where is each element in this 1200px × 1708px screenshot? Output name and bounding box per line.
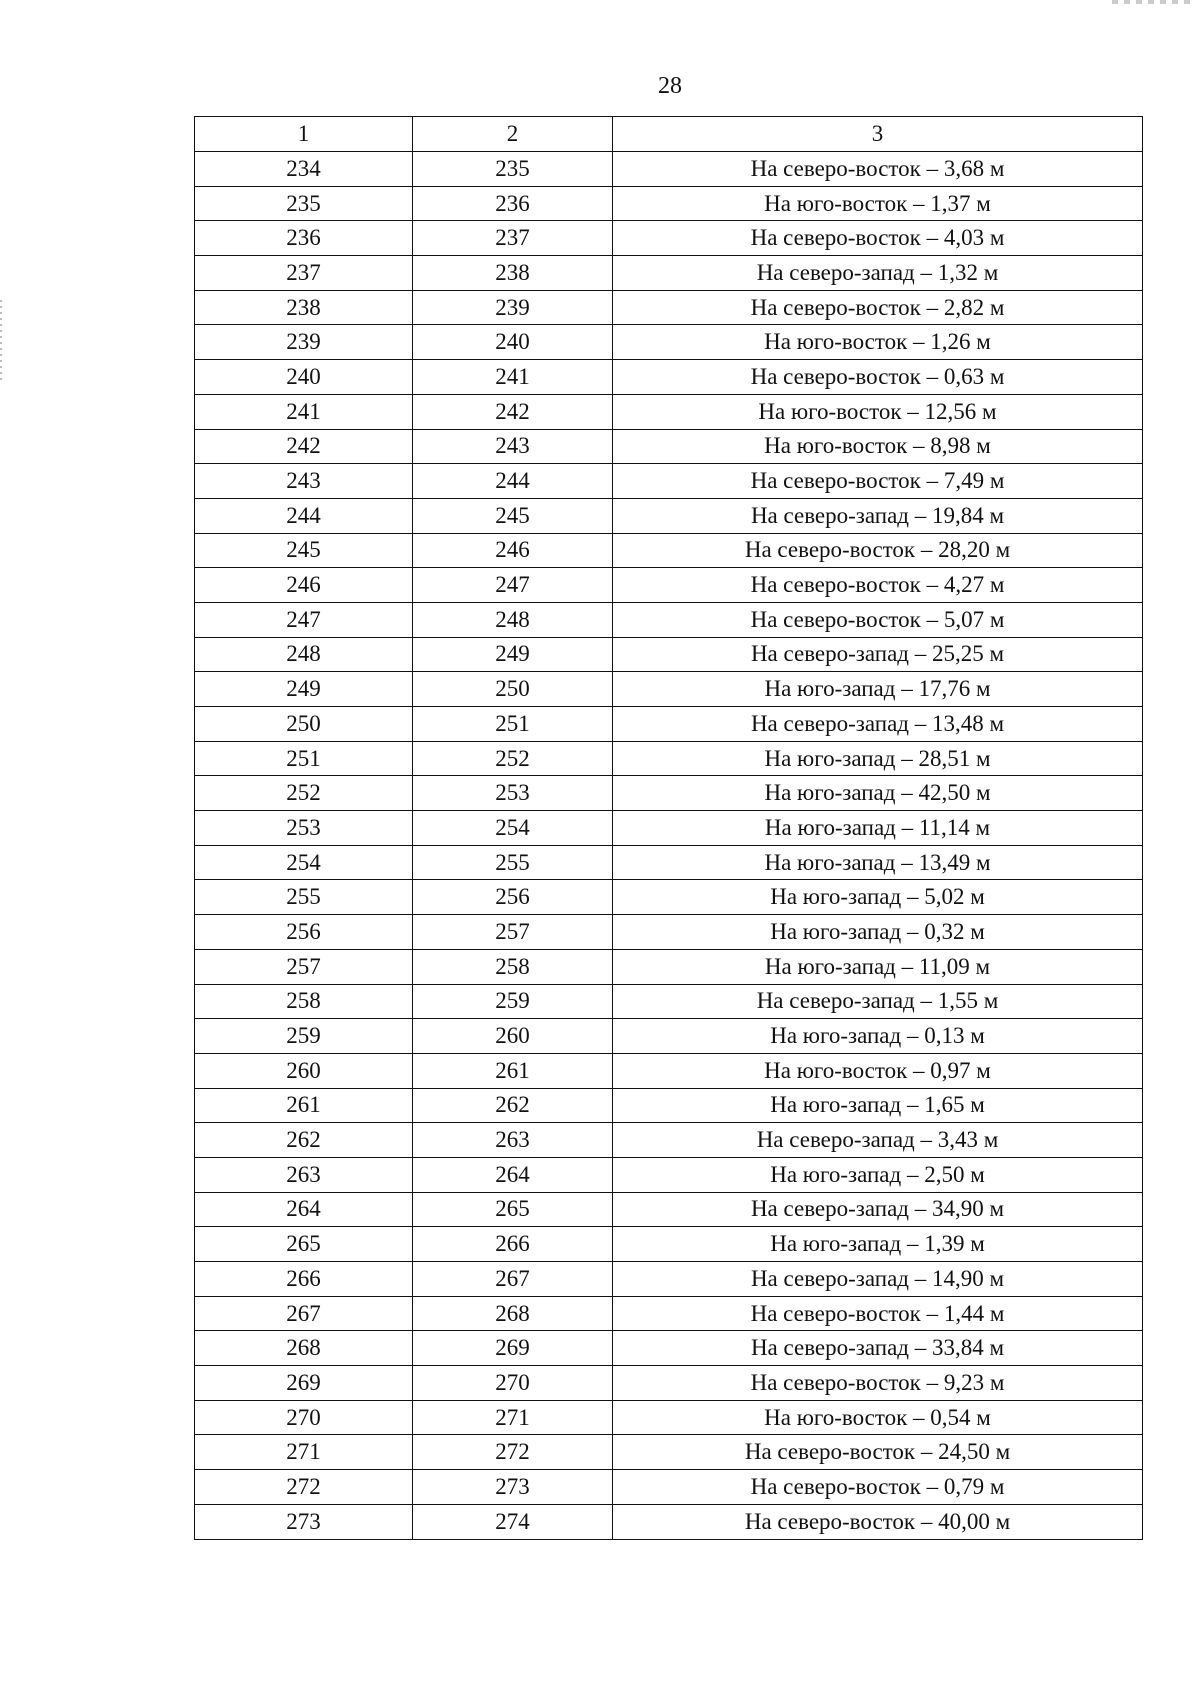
- table-row: [195, 221, 1143, 256]
- cell-to-point: 243: [413, 429, 613, 464]
- table-row: [195, 707, 1143, 742]
- cell-to-point: 259: [413, 984, 613, 1019]
- cell-direction-distance: На юго-запад – 11,14 м: [613, 811, 1143, 846]
- table-header: [195, 117, 1143, 152]
- cell-from-point: 236: [195, 221, 413, 256]
- cell-from-point: 234: [195, 152, 413, 187]
- cell-from-point: 260: [195, 1053, 413, 1088]
- table-row: [195, 984, 1143, 1019]
- cell-from-point: 237: [195, 256, 413, 291]
- cell-from-point: 263: [195, 1157, 413, 1192]
- cell-direction-distance: На северо-запад – 1,55 м: [613, 984, 1143, 1019]
- cell-from-point: 268: [195, 1331, 413, 1366]
- cell-direction-distance: На юго-запад – 0,32 м: [613, 915, 1143, 950]
- cell-to-point: 236: [413, 186, 613, 221]
- table-row: [195, 1053, 1143, 1088]
- cell-from-point: 270: [195, 1400, 413, 1435]
- cell-from-point: 266: [195, 1262, 413, 1297]
- cell-from-point: 238: [195, 290, 413, 325]
- table-row: [195, 845, 1143, 880]
- table-row: [195, 186, 1143, 221]
- cell-from-point: 262: [195, 1123, 413, 1158]
- cell-to-point: 273: [413, 1470, 613, 1505]
- cell-from-point: 250: [195, 707, 413, 742]
- cell-from-point: 256: [195, 915, 413, 950]
- cell-to-point: 255: [413, 845, 613, 880]
- cell-direction-distance: На северо-восток – 28,20 м: [613, 533, 1143, 568]
- cell-direction-distance: На юго-запад – 13,49 м: [613, 845, 1143, 880]
- cell-direction-distance: На северо-запад – 1,32 м: [613, 256, 1143, 291]
- cell-to-point: 268: [413, 1296, 613, 1331]
- table-row: [195, 1435, 1143, 1470]
- cell-to-point: 246: [413, 533, 613, 568]
- cell-to-point: 269: [413, 1331, 613, 1366]
- cell-direction-distance: На северо-восток – 9,23 м: [613, 1366, 1143, 1401]
- cell-direction-distance: На юго-запад – 11,09 м: [613, 949, 1143, 984]
- cell-to-point: 244: [413, 464, 613, 499]
- cell-to-point: 256: [413, 880, 613, 915]
- table-row: [195, 672, 1143, 707]
- table-row: [195, 949, 1143, 984]
- table-row: [195, 498, 1143, 533]
- table-row: [195, 464, 1143, 499]
- table-row: [195, 325, 1143, 360]
- cell-to-point: 241: [413, 360, 613, 395]
- table-row: [195, 1366, 1143, 1401]
- cell-direction-distance: На юго-запад – 5,02 м: [613, 880, 1143, 915]
- cell-from-point: 259: [195, 1019, 413, 1054]
- cell-from-point: 258: [195, 984, 413, 1019]
- cell-direction-distance: На северо-запад – 13,48 м: [613, 707, 1143, 742]
- cell-direction-distance: На северо-восток – 40,00 м: [613, 1504, 1143, 1539]
- table-row: [195, 1470, 1143, 1505]
- cell-to-point: 251: [413, 707, 613, 742]
- cell-from-point: 243: [195, 464, 413, 499]
- cell-direction-distance: На юго-восток – 1,37 м: [613, 186, 1143, 221]
- cell-to-point: 261: [413, 1053, 613, 1088]
- table-row: [195, 1192, 1143, 1227]
- cell-to-point: 249: [413, 637, 613, 672]
- cell-from-point: 240: [195, 360, 413, 395]
- cell-to-point: 237: [413, 221, 613, 256]
- cell-direction-distance: На юго-запад – 28,51 м: [613, 741, 1143, 776]
- cell-direction-distance: На северо-восток – 1,44 м: [613, 1296, 1143, 1331]
- table-row: [195, 1400, 1143, 1435]
- cell-direction-distance: На юго-запад – 17,76 м: [613, 672, 1143, 707]
- cell-direction-distance: На юго-восток – 0,97 м: [613, 1053, 1143, 1088]
- cell-to-point: 270: [413, 1366, 613, 1401]
- table-row: [195, 290, 1143, 325]
- table-row: [195, 1262, 1143, 1297]
- cell-to-point: 258: [413, 949, 613, 984]
- table-row: [195, 880, 1143, 915]
- cell-to-point: 239: [413, 290, 613, 325]
- cell-direction-distance: На северо-запад – 14,90 м: [613, 1262, 1143, 1297]
- table-row: [195, 394, 1143, 429]
- cell-direction-distance: На юго-восток – 12,56 м: [613, 394, 1143, 429]
- cell-from-point: 269: [195, 1366, 413, 1401]
- cell-from-point: 246: [195, 568, 413, 603]
- cell-from-point: 241: [195, 394, 413, 429]
- table-row: [195, 1019, 1143, 1054]
- cell-from-point: 239: [195, 325, 413, 360]
- cell-from-point: 267: [195, 1296, 413, 1331]
- cell-from-point: 245: [195, 533, 413, 568]
- table-row: [195, 1123, 1143, 1158]
- cell-from-point: 273: [195, 1504, 413, 1539]
- cell-direction-distance: На юго-запад – 1,65 м: [613, 1088, 1143, 1123]
- table-row: [195, 741, 1143, 776]
- cell-to-point: 254: [413, 811, 613, 846]
- table-row: [195, 776, 1143, 811]
- cell-direction-distance: На северо-запад – 3,43 м: [613, 1123, 1143, 1158]
- cell-to-point: 248: [413, 602, 613, 637]
- cell-direction-distance: На северо-восток – 2,82 м: [613, 290, 1143, 325]
- cell-from-point: 264: [195, 1192, 413, 1227]
- cell-from-point: 261: [195, 1088, 413, 1123]
- table-row: [195, 1504, 1143, 1539]
- cell-direction-distance: На юго-запад – 2,50 м: [613, 1157, 1143, 1192]
- scan-artifact: [0, 300, 2, 380]
- cell-from-point: 272: [195, 1470, 413, 1505]
- cell-from-point: 254: [195, 845, 413, 880]
- cell-from-point: 251: [195, 741, 413, 776]
- cell-to-point: 267: [413, 1262, 613, 1297]
- table-row: [195, 1227, 1143, 1262]
- table-row: [195, 256, 1143, 291]
- table-row: [195, 1296, 1143, 1331]
- page-number: 28: [658, 73, 682, 99]
- cell-to-point: 266: [413, 1227, 613, 1262]
- table-row: [195, 1088, 1143, 1123]
- cell-to-point: 263: [413, 1123, 613, 1158]
- header-col-2: 2: [413, 117, 613, 152]
- header-row: [195, 117, 1143, 152]
- cell-direction-distance: На юго-восток – 0,54 м: [613, 1400, 1143, 1435]
- table-row: [195, 533, 1143, 568]
- cell-to-point: 235: [413, 152, 613, 187]
- cell-to-point: 271: [413, 1400, 613, 1435]
- cell-direction-distance: На юго-запад – 0,13 м: [613, 1019, 1143, 1054]
- cell-direction-distance: На северо-восток – 5,07 м: [613, 602, 1143, 637]
- cell-from-point: 255: [195, 880, 413, 915]
- boundary-table-container: [194, 116, 1142, 1540]
- cell-direction-distance: На северо-восток – 24,50 м: [613, 1435, 1143, 1470]
- cell-from-point: 253: [195, 811, 413, 846]
- cell-direction-distance: На северо-запад – 34,90 м: [613, 1192, 1143, 1227]
- cell-to-point: 264: [413, 1157, 613, 1192]
- cell-to-point: 260: [413, 1019, 613, 1054]
- cell-direction-distance: На северо-восток – 4,27 м: [613, 568, 1143, 603]
- cell-to-point: 265: [413, 1192, 613, 1227]
- cell-from-point: 247: [195, 602, 413, 637]
- header-col-1: 1: [195, 117, 413, 152]
- table-row: [195, 1331, 1143, 1366]
- cell-from-point: 242: [195, 429, 413, 464]
- cell-from-point: 252: [195, 776, 413, 811]
- cell-direction-distance: На юго-восток – 8,98 м: [613, 429, 1143, 464]
- table-row: [195, 602, 1143, 637]
- cell-from-point: 248: [195, 637, 413, 672]
- table-row: [195, 360, 1143, 395]
- cell-to-point: 252: [413, 741, 613, 776]
- cell-direction-distance: На северо-восток – 3,68 м: [613, 152, 1143, 187]
- table-row: [195, 1157, 1143, 1192]
- header-col-3: 3: [613, 117, 1143, 152]
- cell-direction-distance: На северо-запад – 25,25 м: [613, 637, 1143, 672]
- cell-to-point: 257: [413, 915, 613, 950]
- cell-direction-distance: На юго-запад – 1,39 м: [613, 1227, 1143, 1262]
- cell-from-point: 265: [195, 1227, 413, 1262]
- table-row: [195, 568, 1143, 603]
- cell-direction-distance: На юго-восток – 1,26 м: [613, 325, 1143, 360]
- cell-to-point: 247: [413, 568, 613, 603]
- table-row: [195, 429, 1143, 464]
- cell-direction-distance: На северо-запад – 33,84 м: [613, 1331, 1143, 1366]
- cell-direction-distance: На северо-восток – 7,49 м: [613, 464, 1143, 499]
- cell-to-point: 262: [413, 1088, 613, 1123]
- cell-to-point: 240: [413, 325, 613, 360]
- cell-from-point: 244: [195, 498, 413, 533]
- table-row: [195, 811, 1143, 846]
- cell-to-point: 238: [413, 256, 613, 291]
- cell-to-point: 274: [413, 1504, 613, 1539]
- cell-from-point: 271: [195, 1435, 413, 1470]
- cell-to-point: 250: [413, 672, 613, 707]
- cell-to-point: 272: [413, 1435, 613, 1470]
- boundary-points-table: [194, 116, 1143, 1540]
- cell-from-point: 249: [195, 672, 413, 707]
- cell-to-point: 245: [413, 498, 613, 533]
- cell-direction-distance: На северо-восток – 0,63 м: [613, 360, 1143, 395]
- cell-direction-distance: На северо-восток – 4,03 м: [613, 221, 1143, 256]
- table-row: [195, 637, 1143, 672]
- cell-from-point: 235: [195, 186, 413, 221]
- table-body: [195, 152, 1143, 1540]
- scan-artifact: [1112, 0, 1192, 4]
- cell-to-point: 253: [413, 776, 613, 811]
- cell-from-point: 257: [195, 949, 413, 984]
- cell-direction-distance: На северо-запад – 19,84 м: [613, 498, 1143, 533]
- cell-direction-distance: На юго-запад – 42,50 м: [613, 776, 1143, 811]
- cell-direction-distance: На северо-восток – 0,79 м: [613, 1470, 1143, 1505]
- table-row: [195, 915, 1143, 950]
- table-row: [195, 152, 1143, 187]
- cell-to-point: 242: [413, 394, 613, 429]
